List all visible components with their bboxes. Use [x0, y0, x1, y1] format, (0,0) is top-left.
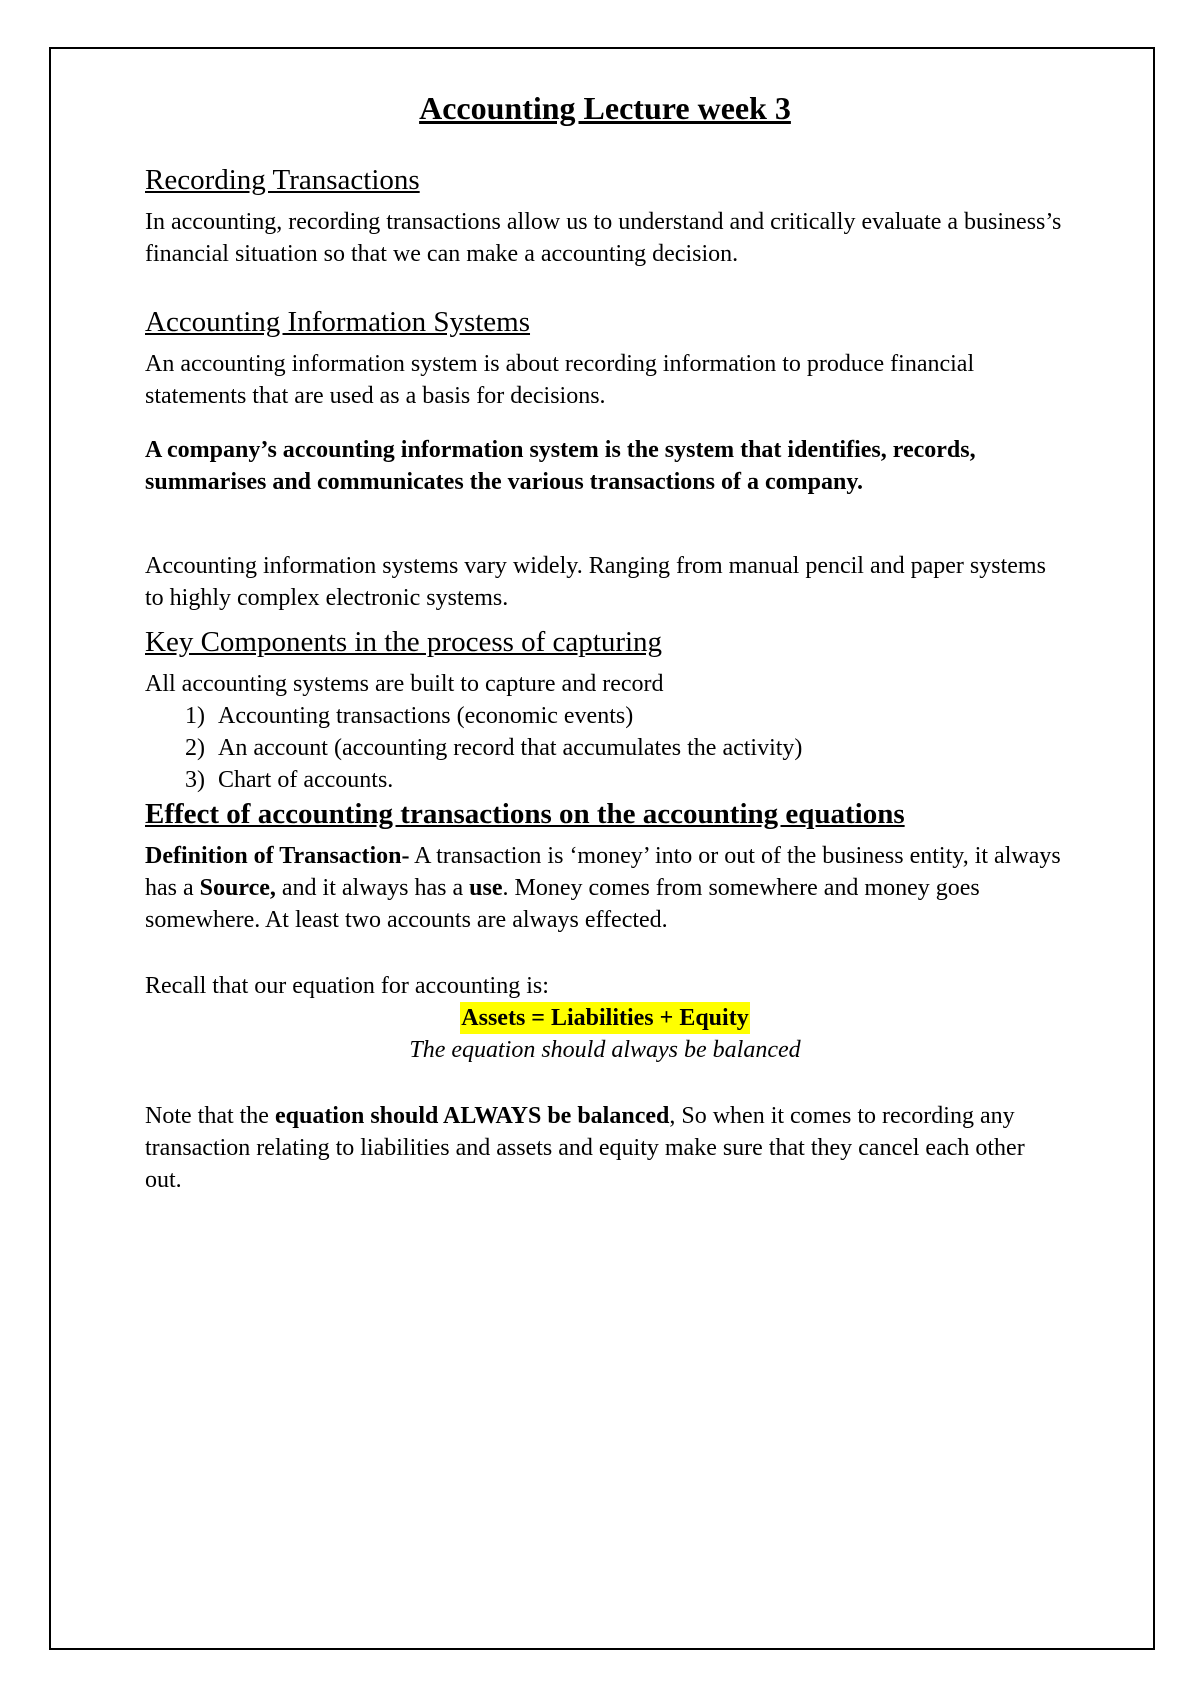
accounting-equation-highlight: Assets = Liabilities + Equity	[460, 1002, 749, 1034]
components-list	[145, 700, 1065, 796]
transaction-definition-paragraph	[145, 840, 1065, 936]
balanced-note-bold: equation should ALWAYS be balanced	[274, 1103, 670, 1129]
components-intro: All accounting systems are built to capture and record	[145, 671, 664, 697]
list-item	[185, 700, 1065, 732]
heading-key-components: Key Components in the process of capturing	[145, 626, 663, 658]
list-item-number: 2)	[185, 735, 205, 761]
use-word: use	[469, 875, 503, 901]
list-item-text: An account (accounting record that accumulates the activity)	[218, 735, 803, 761]
transaction-definition-label: Definition of Transaction-	[145, 843, 410, 869]
transaction-definition-text-1: A transaction is ‘money’ into or out of the business entity, it always has a	[145, 843, 1061, 901]
list-item-text: Chart of accounts.	[218, 767, 394, 793]
list-item	[185, 732, 1065, 764]
balanced-note-paragraph	[145, 1100, 1065, 1196]
ais-definition-paragraph: A company’s accounting information system is the system that identifies, records, summarises and communicates the various transactions of a company.	[145, 437, 976, 495]
transaction-definition-text-2: and it always has a	[275, 875, 470, 901]
heading-accounting-information-systems: Accounting Information Systems	[145, 306, 531, 338]
list-item	[185, 764, 1065, 796]
balanced-note-text-2: , So when it comes to recording any transaction relating to liabilities and assets and equity make sure that they cancel each other out.	[145, 1103, 1025, 1193]
recall-equation-text: Recall that our equation for accounting is:	[145, 973, 549, 999]
heading-effect-of-transactions: Effect of accounting transactions on the accounting equations	[145, 798, 905, 830]
list-item-number: 3)	[185, 767, 205, 793]
list-item-number: 1)	[185, 703, 205, 729]
document-title: Accounting Lecture week 3	[419, 90, 791, 126]
transaction-definition-text-3: . Money comes from somewhere and money goes somewhere. At least two accounts are always effected.	[145, 875, 980, 933]
equation-note: The equation should always be balanced	[409, 1037, 801, 1063]
document-content	[145, 88, 1065, 1196]
balanced-note-text-1: Note that the	[145, 1103, 275, 1129]
list-item-text: Accounting transactions (economic events)	[218, 703, 634, 729]
heading-recording-transactions: Recording Transactions	[145, 164, 420, 196]
recording-transactions-paragraph: In accounting, recording transactions allow us to understand and critically evaluate a business’s financial situation so that we can make a accounting decision.	[145, 209, 1062, 267]
ais-description-paragraph: An accounting information system is about recording information to produce financial statements that are used as a basis for decisions.	[145, 351, 975, 409]
equation-line	[145, 1002, 1065, 1034]
ais-variety-paragraph: Accounting information systems vary widely. Ranging from manual pencil and paper systems to highly complex electronic systems.	[145, 553, 1046, 611]
source-word: Source,	[199, 875, 276, 901]
